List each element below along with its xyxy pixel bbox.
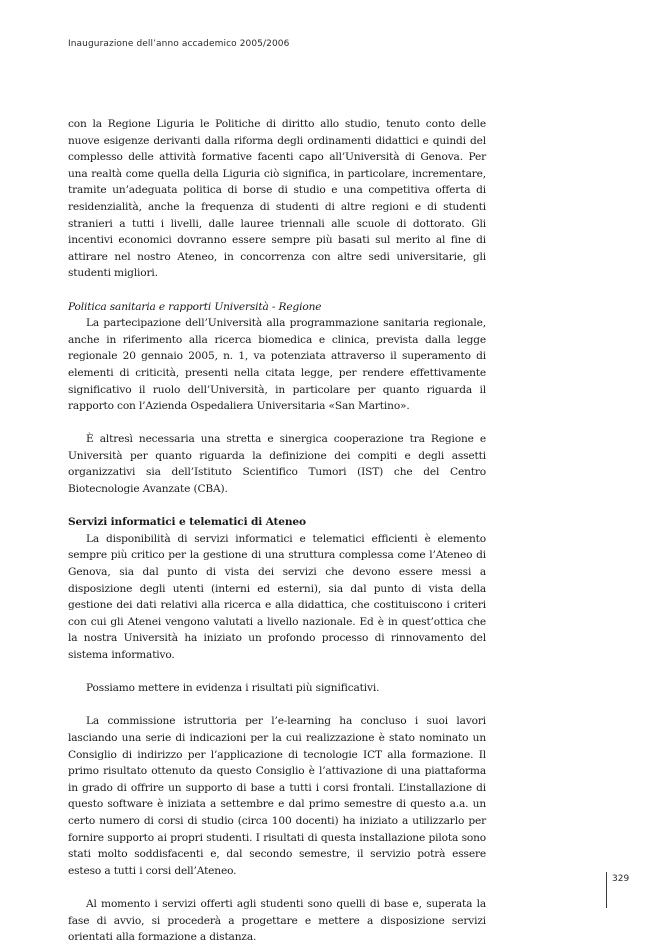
paragraph-risultati: Possiamo mettere in evidenza i risultati più significativi. xyxy=(86,682,380,695)
running-header: Inaugurazione dell’anno accademico 2005/2006 xyxy=(68,39,290,49)
paragraph-e-learning: La commissione istruttoria per l’e-learning ha concluso i suoi lavori lasciando una serie di indicazioni per la cui realizzazione è stato nominato un Consiglio di indirizzo per l’applicazione di tecnologie ICT alla formazione. Il primo risultato ottenuto da questo Consiglio è l’attivazione di una piattaforma in grado di offrire un supporto di base a tutti i corsi frontali. L’installazione di questo software è iniziata a settembre e dal primo semestre di questo a.a. un certo numero di corsi di studio (circa 100 docenti) ha iniziato a utilizzarlo per fornire supporto ai propri studenti. I risultati di questa installazione pilota sono stati molto soddisfacenti e, dal secondo semestre, il servizio potrà essere esteso a tutti i corsi dell’Ateneo. xyxy=(68,715,486,877)
paragraph-servizi-informatici: La disponibilità di servizi informatici e telematici efficienti è elemento sempre più critico per la gestione di una struttura complessa come l’Ateneo di Genova, sia dal punto di vista dei servizi che devono essere messi a disposizione degli utenti (interni ed esterni), sia dal punto di vista della gestione dei dati relativi alla ricerca e alla didattica, che costituiscono i criteri con cui gli Atenei vengono valutati a livello nazionale. Ed è in quest’ottica che la nostra Università ha iniziato un profondo processo di rinnovamento del sistema informativo. xyxy=(68,532,486,661)
paragraph-cooperazione: È altresì necessaria una stretta e sinergica cooperazione tra Regione e Università per quanto riguarda la definizione dei compiti e degli assetti organizzativi sia dell’Istituto Scientifico Tumori (IST) che del Centro Biotecnologie Avanzate (CBA). xyxy=(68,433,486,496)
page-body xyxy=(68,116,486,946)
page-number: 329 xyxy=(612,874,630,884)
paragraph-programmazione-sanitaria: La partecipazione dell’Università alla programmazione sanitaria regionale, anche in riferimento alla ricerca biomedica e clinica, prevista dalla legge regionale 20 gennaio 2005, n. 1, va potenziata attraverso il superamento di elementi di criticità, presenti nella citata legge, per rendere effettivamente significativo il ruolo dell’Università, in particolare per quanto riguarda il rapporto con l’Azienda Ospedaliera Universitaria «San Martino». xyxy=(68,317,486,413)
section-heading-politica-sanitaria: Politica sanitaria e rapporti Università - Regione xyxy=(68,300,322,313)
page-number-rule xyxy=(606,872,607,908)
section-heading-servizi-informatici: Servizi informatici e telematici di Ateneo xyxy=(68,516,306,529)
paragraph-diritto-studio: con la Regione Liguria le Politiche di diritto allo studio, tenuto conto delle nuove esigenze derivanti dalla riforma degli ordinamenti didattici e quindi del complesso delle attività formative facenti capo all’Università di Genova. Per una realtà come quella della Liguria ciò significa, in particolare, incrementare, tramite un’adeguata politica di borse di studio e una competitiva offerta di residenzialità, anche la frequenza di studenti di altre regioni e di studenti stranieri a tutti i livelli, dalle lauree triennali alle scuole di dottorato. Gli incentivi economici dovranno essere sempre più basati sul merito al fine di attirare nel nostro Ateneo, in concorrenza con altre sedi universitarie, gli studenti migliori. xyxy=(68,118,486,280)
paragraph-servizi-studenti: Al momento i servizi offerti agli studenti sono quelli di base e, superata la fase di avvio, si procederà a progettare e mettere a disposizione servizi orientati alla formazione a distanza. xyxy=(68,897,486,944)
